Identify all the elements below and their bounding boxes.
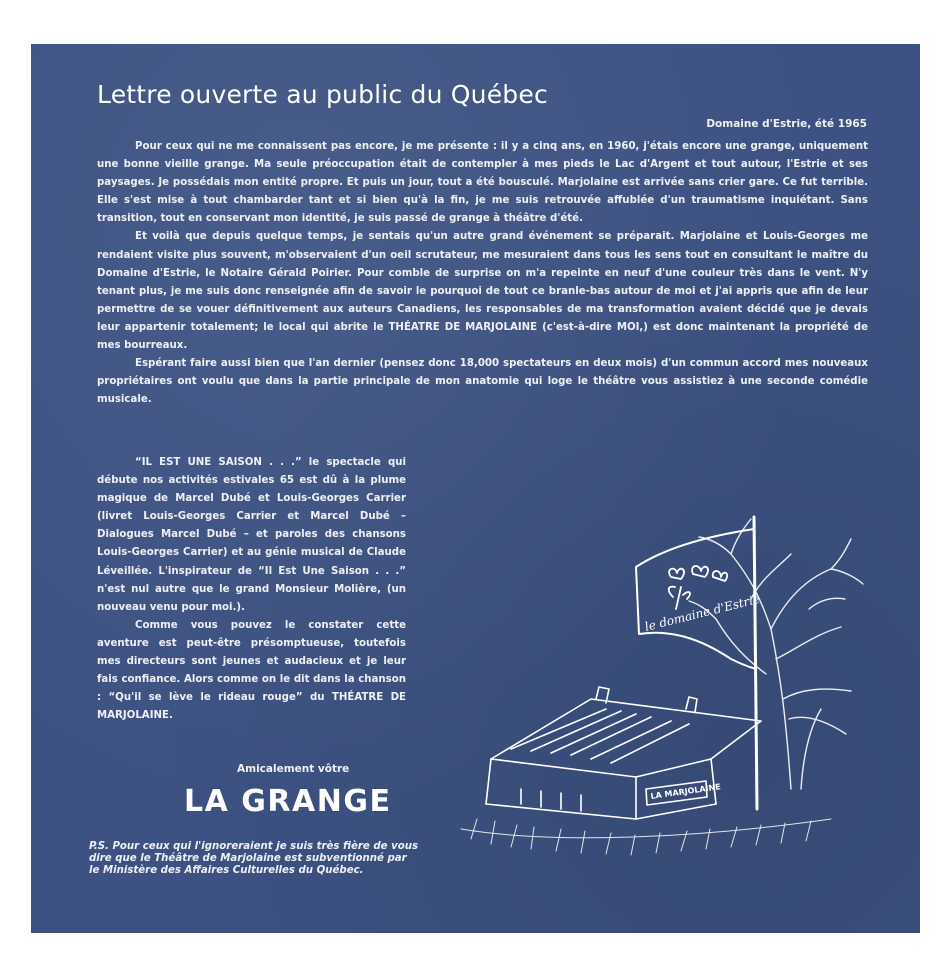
barn-illustration (431, 459, 871, 879)
poster-sheet (31, 44, 920, 933)
body-left-column (97, 454, 406, 725)
dateline: Domaine d'Estrie, été 1965 (706, 118, 867, 130)
barn-sign: LA MARJOLAINE (650, 782, 722, 801)
flag-pole (754, 517, 757, 809)
paragraph-adventure: Comme vous pouvez le constater cette aventure est peut-être présomptueuse, toutefois mes directeurs sont jeunes et audacieux et je leur fais confiance. Alors comme on le dit dans la chanson : “Qu'il se lève le rideau rouge” du THÉATRE DE MARJOLAINE. (97, 619, 406, 722)
paragraph-intro: Pour ceux qui ne me connaissent pas encore, je me présente : il y a cinq ans, en 1960, j'étais encore une grange, uniquement une bonne vieille grange. Ma seule préoccupation était de contempler à mes pieds le Lac d'Argent et tout autour, l'Estrie et ses paysages. Je possédais mon entité propre. Et puis un jour, tout a été bousculé. Marjolaine est arrivée sans crier gare. Ce fut terrible. Elle s'est mise à tout chambarder tant et si bien qu'à la fin, je me suis retrouvée affublée d'un traumatisme inquiétant. Sans transition, tout en conservant mon identité, je suis passé de grange à théâtre d'été. (97, 141, 868, 225)
paragraph-show: “IL EST UNE SAISON . . .” le spectacle qui débute nos activités estivales 65 est dû à la plume magique de Marcel Dubé et Louis-Georges Carrier (livret Louis-Georges Carrier et Marcel Dubé – Dialogues Marcel Dubé – et paroles des chansons Louis-Georges Carrier) et au génie musical de Claude Léveillée. L'inspirateur de “Il Est Une Saison . . .” n'est nul autre que le grand Monsieur Molière, (un nouveau venu pour moi.). (97, 457, 406, 613)
postscript: P.S. Pour ceux qui l'ignoreraient je suis très fière de vous dire que le Théâtre de Marjolaine est subventionné par le Ministère des Affaires Culturelles du Québec. (89, 841, 419, 877)
closing-line: Amicalement vôtre (237, 763, 350, 775)
paragraph-season: Espérant faire aussi bien que l'an dernier (pensez donc 18,000 spectateurs en deux mois) d'un commun accord mes nouveaux propriétaires ont voulu que dans la partie principale de mon anatomie qui loge le théâtre vous assistiez à une seconde comédie musicale. (97, 358, 868, 406)
grass-drawing (461, 819, 831, 855)
paragraph-event: Et voilà que depuis quelque temps, je sentais qu'un autre grand événement se préparait. Marjolaine et Louis-Georges me rendaient visite plus souvent, m'observaient d'un oeil scrutateur, me mesuraient dans tous les sens tout en consultant le maître du Domaine d'Estrie, le Notaire Gérald Poirier. Pour comble de surprise on m'a repeinte en neuf d'une couleur très dans le vent. N'y tenant plus, je me suis donc renseignée afin de savoir le pourquoi de tout ce branle-bas autour de moi et j'ai appris que afin de leur permettre de se vouer définitivement aux auteurs Canadiens, les responsables de ma transformation avaient décidé que je devais leur appartenir totalement; le local qui abrite le THÉATRE DE MARJOLAINE (c'est-à-dire MOI,) est donc maintenant la propriété de mes bourreaux. (97, 231, 868, 352)
flag-text: le domaine d'Estrie (643, 591, 762, 634)
body-full-width (97, 138, 868, 409)
barn-drawing (486, 687, 761, 819)
page-title: Lettre ouverte au public du Québec (97, 80, 548, 109)
signature: LA GRANGE (184, 784, 392, 819)
tree-drawing (689, 519, 863, 789)
